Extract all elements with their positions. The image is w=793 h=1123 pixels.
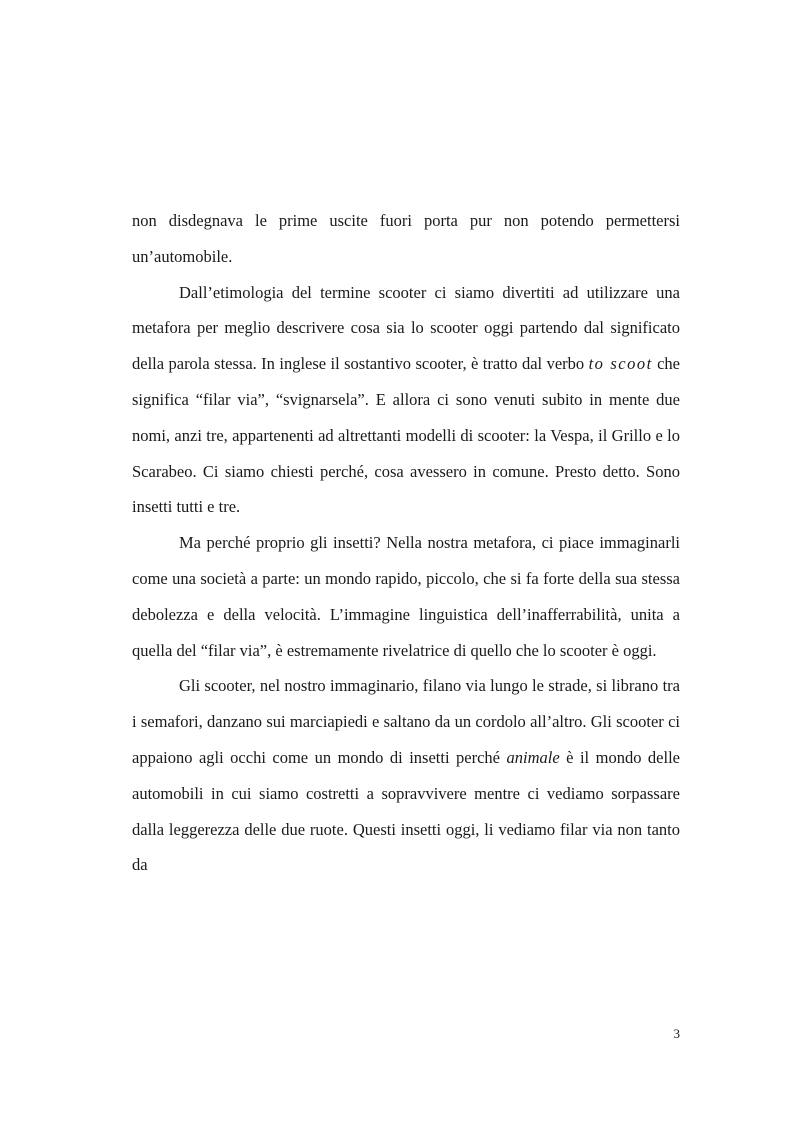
paragraph-3-text: Ma perché proprio gli insetti? Nella nostra metafora, ci piace immaginarli come una società a parte: un mondo rapido, piccolo, che si fa forte della sua stessa debolezza e della velocità. L’immagine linguistica dell’inafferrabilità, unita a quella del “filar via”, è estremamente rivelatrice di quello che lo scooter è oggi. bbox=[132, 533, 680, 660]
body-text bbox=[132, 203, 680, 883]
paragraph-3 bbox=[132, 525, 680, 668]
paragraph-4-text-a: Gli scooter, nel nostro immaginario, filano via lungo le strade, si librano tra i semafori, danzano sui marciapiedi e saltano da un cordolo all’altro. Gli scooter ci appaiono agli occhi come un mondo di insetti perché bbox=[132, 676, 680, 767]
emphasis-animale: animale bbox=[506, 747, 560, 767]
page-number: 3 bbox=[673, 1026, 680, 1041]
foreign-term-to-scoot: to scoot bbox=[588, 354, 653, 374]
paragraph-2-text-b: che significa “filar via”, “svignarsela”. E allora ci sono venuti subito in mente due nomi, anzi tre, appartenenti ad altrettanti modelli di scooter: la Vespa, il Grillo e lo Scarabeo. Ci siamo chiesti perché, cosa avessero in comune. Presto detto. Sono insetti tutti e tre. bbox=[132, 354, 680, 517]
paragraph-1 bbox=[132, 203, 680, 275]
paragraph-1-text: non disdegnava le prime uscite fuori porta pur non potendo permettersi un’automobile. bbox=[132, 211, 680, 266]
paragraph-4 bbox=[132, 668, 680, 883]
paragraph-4-text-b: è il mondo delle automobili in cui siamo costretti a sopravvivere mentre ci vediamo sorpassare dalla leggerezza delle due ruote. Questi insetti oggi, li vediamo filar via non tanto da bbox=[132, 747, 680, 875]
paragraph-2-text-a: Dall’etimologia del termine scooter ci siamo divertiti ad utilizzare una metafora per meglio descrivere cosa sia lo scooter oggi partendo dal significato della parola stessa. In inglese il sostantivo scooter, è tratto dal verbo bbox=[132, 282, 680, 374]
paragraph-2 bbox=[132, 275, 680, 526]
